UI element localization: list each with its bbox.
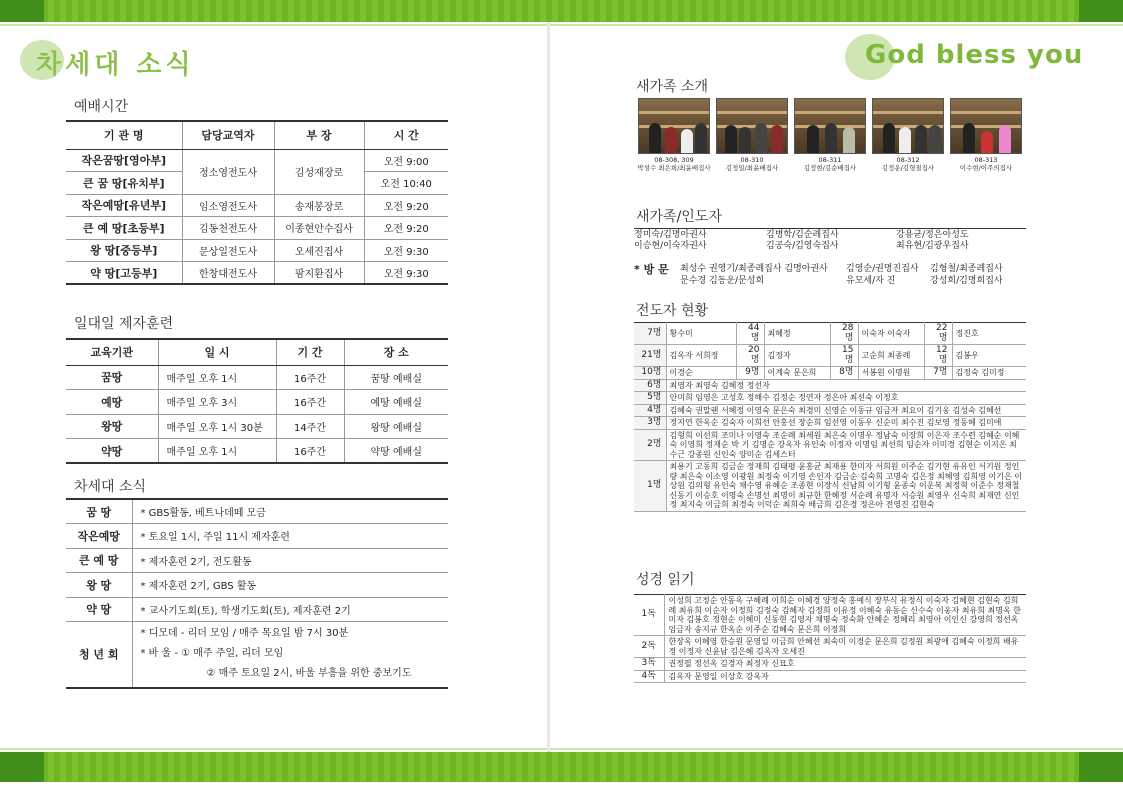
visit-label: * 방 문 [634, 263, 669, 276]
pastor-cell: 정소영전도사 [182, 149, 274, 194]
reading-table [634, 594, 1026, 683]
left-title-text: 차세대 소식 [36, 50, 195, 80]
table-row [66, 149, 448, 172]
family-photo [950, 98, 1022, 154]
org-cell: 꿈 땅 [66, 499, 132, 524]
reading-heading: 성경 읽기 [636, 572, 695, 588]
worship-heading: 예배시간 [74, 99, 129, 115]
table-row: 1명 최용기 고동희 김금순 정재희 김태평 윤홍균 최재용 한미자 서희원 이주순 김기현 유유인 서기원 정인량 최은숙 이소영 이광원 최정숙 이기영 손인자 김금순 김숙희 고명숙 김은정 최혜영 김희영 이기은 이상원 김의형 유인숙 채수영 유혜순 조종현 이장식 신남희 이기형 윤종숙 이운복 최정혁 이준수 정재철 신동기 이승호 이명숙 손명선 최명이 최규한 한혜정 서순례 유명자 서승원 최영우 신숙희 최재연 신인정 최지숙 이금희 최경숙 이덕순 최희숙 배금희 김은경 정은아 전영진 김현숙 [634, 461, 1026, 512]
list-item: * 방 문 최성수 권영기/최종례집사 김명아권사 김영순/권명진집사 김형철/최종례집사 [634, 263, 1003, 276]
photo-caption: 08-308, 309 박성수 최은희/최윤배집사 [637, 156, 711, 172]
table-row [66, 499, 448, 524]
time-cell: 오전 9:30 [364, 239, 448, 262]
photo-caption: 08-310 김정일/최윤배집사 [725, 156, 779, 172]
dept-cell: 큰 꿈 땅[유치부] [66, 172, 182, 195]
table-row: 21명 김옥자 서희정 20명 김정자 15명 고순희 최종례 12명 김봉우 [634, 345, 1026, 367]
evangelism-table [634, 322, 1026, 512]
bottom-band [0, 752, 1123, 782]
period-cell: 16주간 [276, 390, 344, 415]
org-cell: 약땅 [66, 439, 158, 464]
family-photo [794, 98, 866, 154]
intro-heading: 새가족 소개 [636, 79, 709, 95]
table-row [66, 622, 448, 688]
family-photo [716, 98, 788, 154]
news-cell [132, 622, 448, 688]
discipleship-heading: 일대일 제자훈련 [74, 316, 174, 332]
newfamily-heading: 새가족/인도자 [636, 209, 722, 225]
table-row: 7명 황수미 44명 최혜정 28명 이숙자 이숙자 22명 정진호 [634, 323, 1026, 345]
head-cell: 팜지환집사 [274, 262, 364, 285]
time-cell: 오전 10:40 [364, 172, 448, 195]
table-header: 기 관 명 [66, 121, 182, 149]
table-row [66, 390, 448, 415]
table-row: 5명 안미희 임영은 고성호 정해수 김정순 정연자 정은아 최선숙 이정호 [634, 392, 1026, 405]
top-band [0, 0, 1123, 22]
news-table [66, 498, 448, 689]
table-header: 담당교역자 [182, 121, 274, 149]
table-header: 시 간 [364, 121, 448, 149]
table-row [66, 365, 448, 390]
news-cell: * 제자훈련 2기, 전도활동 [132, 548, 448, 573]
table-row [66, 194, 448, 217]
org-cell: 예땅 [66, 390, 158, 415]
dept-cell: 작은꿈땅[영아부] [66, 149, 182, 172]
dept-cell: 왕 땅[중등부] [66, 239, 182, 262]
news-cell: * 제자훈련 2기, GBS 활동 [132, 573, 448, 598]
table-row [66, 217, 448, 240]
table-row: 2독 한장옥 이혜영 한승원 문영일 이금희 안혜선 최숙미 이경순 문은희 김정원 최광애 김혜숙 이정희 배유정 이정자 신윤남 김은혜 김옥자 오세진 [634, 636, 1026, 658]
table-row [66, 239, 448, 262]
head-cell: 이종현안수집사 [274, 217, 364, 240]
photo-caption: 08-312 김정운/김형철집사 [881, 156, 935, 172]
discipleship-table [66, 338, 448, 464]
table-row: 3독 권정필 정선옥 김경자 최정자 신묘호 [634, 658, 1026, 671]
youth-line: * 디모데 - 리더 모임 / 매주 목요일 밤 7시 30분 [140, 628, 349, 640]
org-cell: 청 년 회 [66, 622, 132, 688]
divider [634, 228, 1026, 229]
table-header-row [66, 339, 448, 365]
when-cell: 매주일 오후 3시 [158, 390, 276, 415]
pastor-cell: 김동천전도사 [182, 217, 274, 240]
right-title-text: God bless you [865, 40, 1084, 70]
head-cell: 김성재장로 [274, 149, 364, 194]
table-row [66, 597, 448, 622]
table-row [66, 414, 448, 439]
dept-cell: 큰 예 땅[초등부] [66, 217, 182, 240]
table-row: 4명 김혜숙 권말랜 서혜정 이영숙 문은숙 최경미 신영순 이동규 임금자 최요이 김기웅 김성숙 김혜선 [634, 404, 1026, 417]
table-header: 부 장 [274, 121, 364, 149]
right-page-title [845, 34, 1095, 84]
when-cell: 매주일 오후 1시 30분 [158, 414, 276, 439]
table-row: 1독 이성희 고정순 안동옥 구혜례 이희순 이혜경 양정숙 홍예식 장부식 유정식 이숙자 김혜현 김현숙 김희례 최유희 이순자 이정희 김정숙 김혜자 김정희 이유정 이혜숙 유동순 신수숙 이웅자 최유희 최명옥 한미자 김봉호 정현순 이혜미 신동현 김영자 채명숙 정숙화 안혜순 정혜리 최영아 이인신 강영희 정선옥 임금자 송지규 한옥순 이주순 김혜숙 문은희 이정희 [634, 595, 1026, 636]
table-row: 4독 김옥자 문영일 이상호 강옥자 [634, 670, 1026, 683]
time-cell: 오전 9:00 [364, 149, 448, 172]
org-cell: 약 땅 [66, 597, 132, 622]
place-cell: 약땅 예배실 [344, 439, 448, 464]
org-cell: 왕땅 [66, 414, 158, 439]
table-row: 10명 이경순 9명 이계숙 문은희 8명 서봉원 이명원 7명 김정숙 김미정 [634, 367, 1026, 380]
table-header-row [66, 121, 448, 149]
when-cell: 매주일 오후 1시 [158, 365, 276, 390]
org-cell: 왕 땅 [66, 573, 132, 598]
photo-caption: 08-311 김정현/김순배집사 [803, 156, 857, 172]
place-cell: 예땅 예배실 [344, 390, 448, 415]
new-family-photos [634, 98, 1034, 180]
when-cell: 매주일 오후 1시 [158, 439, 276, 464]
news-cell: * GBS활동, 베트나데떼 모금 [132, 499, 448, 524]
table-header: 기 간 [276, 339, 344, 365]
time-cell: 오전 9:30 [364, 262, 448, 285]
dept-cell: 작은예땅[유년부] [66, 194, 182, 217]
head-cell: 송재봉장로 [274, 194, 364, 217]
worship-table [66, 120, 448, 285]
table-row [66, 439, 448, 464]
photo-caption: 08-313 이수현/이주의집사 [959, 156, 1013, 172]
pastor-cell: 문상일전도사 [182, 239, 274, 262]
time-cell: 오전 9:20 [364, 194, 448, 217]
newfamily-list [634, 230, 1026, 287]
table-header: 교육기관 [66, 339, 158, 365]
table-row: 6명 최영자 최영숙 김혜정 정선자 [634, 379, 1026, 392]
head-cell: 오세진집사 [274, 239, 364, 262]
table-row: 2명 김형희 이선희 조미나 이영숙 조순례 최세원 최은숙 이명우 정남숙 이장희 이은자 조수련 김혜순 이혜숙 이영희 정재순 박 기 김명순 강옥자 유인숙 이정자 이명임 최선희 임순자 이미경 김현순 이지은 최수근 강종원 신인숙 양미순 김세스터 [634, 429, 1026, 461]
time-cell: 오전 9:20 [364, 217, 448, 240]
org-cell: 큰 예 땅 [66, 548, 132, 573]
page-spine [547, 22, 550, 752]
org-cell: 꿈땅 [66, 365, 158, 390]
list-item: 문수경 김동운/문성희 유모세/자 진 강성희/김명희집사 [680, 276, 1003, 286]
table-row [66, 262, 448, 285]
table-row [66, 524, 448, 549]
family-photo [638, 98, 710, 154]
family-photo [872, 98, 944, 154]
news-cell: * 토요일 1시, 주일 11시 제자훈련 [132, 524, 448, 549]
pastor-cell: 한창대전도사 [182, 262, 274, 285]
org-cell: 작은예땅 [66, 524, 132, 549]
place-cell: 꿈땅 예배실 [344, 365, 448, 390]
youth-line: ② 매주 토요일 2시, 바울 부흥을 위한 중보기도 [206, 668, 412, 680]
table-row [66, 573, 448, 598]
period-cell: 16주간 [276, 365, 344, 390]
period-cell: 14주간 [276, 414, 344, 439]
left-page-title [20, 38, 280, 82]
list-item: 정미숙/김명아권사 김병학/김순례집사 강용균/정은아성도 [634, 230, 969, 240]
pastor-cell: 임소영전도사 [182, 194, 274, 217]
table-row: 3명 정지연 한옥순 김숙자 이희선 안홍선 장순희 임선영 이동우 신순미 최수진 김보영 정동혜 김미애 [634, 417, 1026, 430]
table-header: 장 소 [344, 339, 448, 365]
evangelism-heading: 전도자 현황 [636, 303, 709, 319]
news-cell: * 교사기도회(토), 학생기도회(토), 제자훈련 2기 [132, 597, 448, 622]
dept-cell: 약 땅[고등부] [66, 262, 182, 285]
period-cell: 16주간 [276, 439, 344, 464]
table-header: 일 시 [158, 339, 276, 365]
youth-line: * 바 울 - ① 매주 주일, 리더 모임 [140, 648, 284, 660]
news-heading: 차세대 소식 [74, 479, 147, 495]
place-cell: 왕땅 예배실 [344, 414, 448, 439]
table-row [66, 548, 448, 573]
list-item: 이승현/이숙자권사 김공숙/김영숙집사 최유현/김광우집사 [634, 241, 969, 251]
